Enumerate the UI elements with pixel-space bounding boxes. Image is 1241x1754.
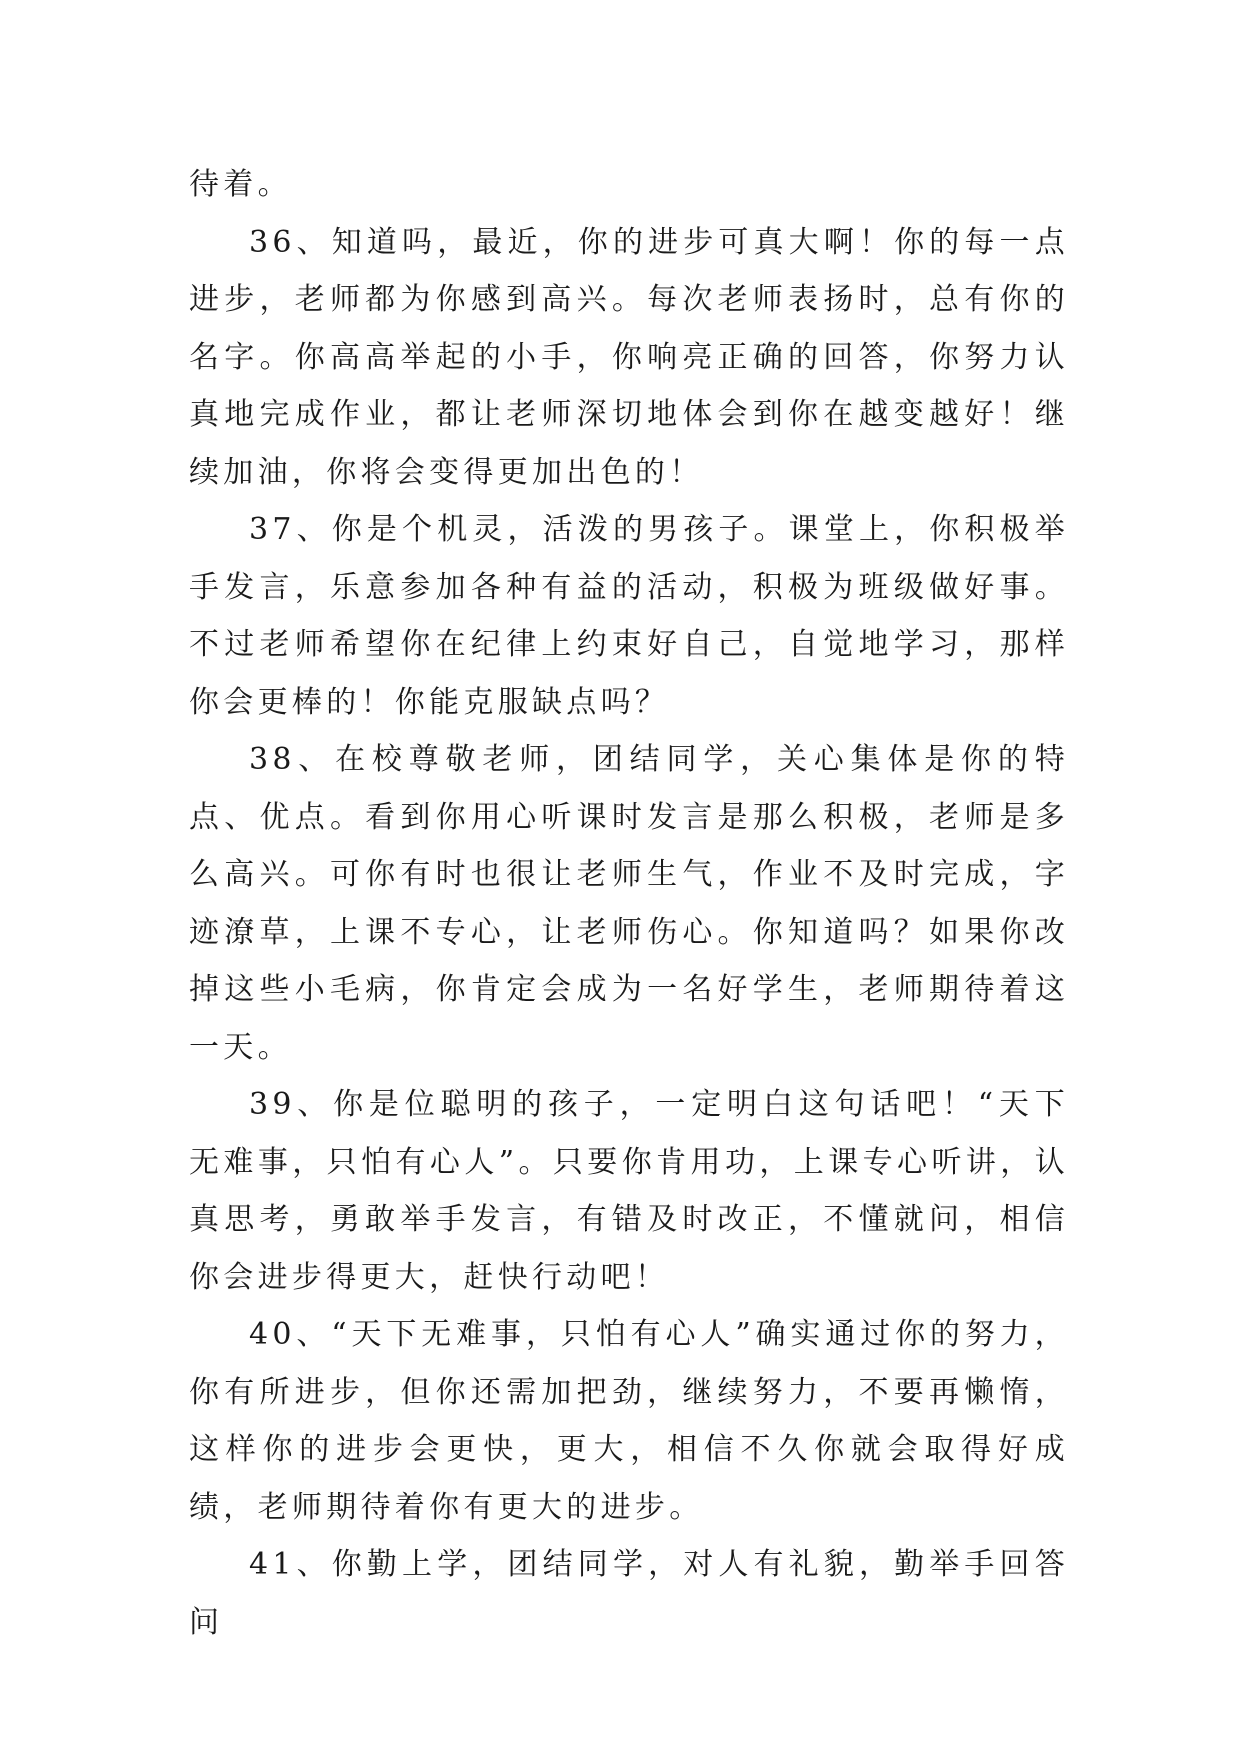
paragraph-41: 41、你勤上学，团结同学，对人有礼貌，勤举手回答问	[189, 1547, 1069, 1640]
document-body	[189, 156, 1069, 1651]
paragraph-36: 36、知道吗，最近，你的进步可真大啊！你的每一点进步，老师都为你感到高兴。每次老师表扬时，总有你的名字。你高高举起的小手，你响亮正确的回答，你努力认真地完成作业，都让老师深切地体会到你在越变越好！继续加油，你将会变得更加出色的！	[189, 224, 1069, 490]
paragraph-37: 37、你是个机灵，活泼的男孩子。课堂上，你积极举手发言，乐意参加各种有益的活动，积极为班级做好事。不过老师希望你在纪律上约束好自己，自觉地学习，那样你会更棒的！你能克服缺点吗？	[189, 512, 1069, 720]
paragraph-39: 39、你是位聪明的孩子，一定明白这句话吧！“天下无难事，只怕有心人”。只要你肯用功，上课专心听讲，认真思考，勇敢举手发言，有错及时改正，不懂就问，相信你会进步得更大，赶快行动吧！	[189, 1087, 1069, 1295]
paragraph-38: 38、在校尊敬老师，团结同学，关心集体是你的特点、优点。看到你用心听课时发言是那么积极，老师是多么高兴。可你有时也很让老师生气，作业不及时完成，字迹潦草，上课不专心，让老师伤心。你知道吗？如果你改掉这些小毛病，你肯定会成为一名好学生，老师期待着这一天。	[189, 742, 1069, 1065]
paragraph-continuation: 待着。	[189, 167, 292, 202]
paragraph-40: 40、“天下无难事，只怕有心人”确实通过你的努力，你有所进步，但你还需加把劲，继续努力，不要再懒惰，这样你的进步会更快，更大，相信不久你就会取得好成绩，老师期待着你有更大的进步。	[189, 1317, 1069, 1525]
